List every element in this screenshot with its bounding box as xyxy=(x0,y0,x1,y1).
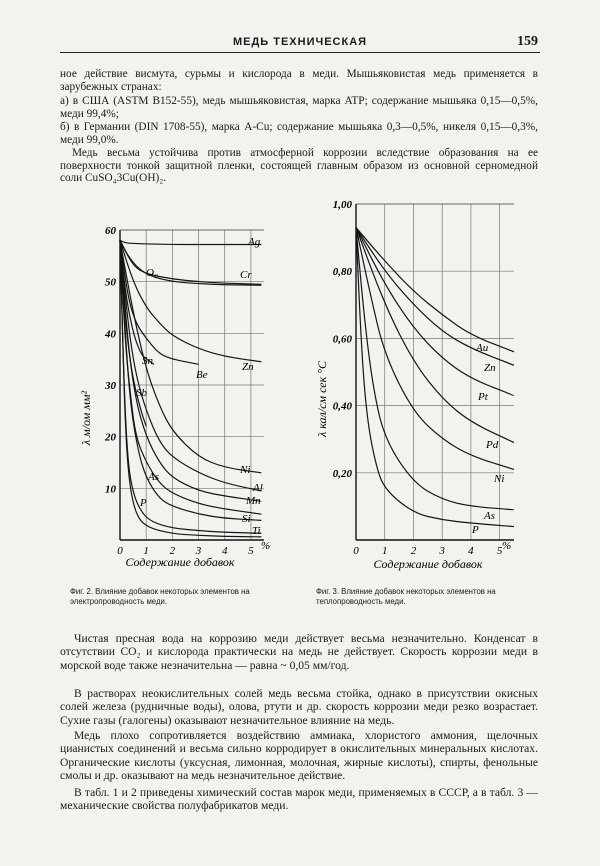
series-label: P xyxy=(140,497,147,509)
running-header xyxy=(60,34,540,53)
series-label: As xyxy=(148,471,159,483)
series-label: Cr xyxy=(240,269,252,281)
x-tick-label: 3 xyxy=(195,545,202,557)
y-tick-label: 10 xyxy=(105,483,116,496)
x-tick-label: 0 xyxy=(117,545,123,557)
y-tick-label: 20 xyxy=(105,431,116,444)
x-tick-label: 4 xyxy=(468,545,474,557)
series-line-zn xyxy=(356,228,514,366)
y-tick-label: 0,80 xyxy=(332,266,352,279)
paragraph: Медь плохо сопротивляется воздействию аммиака, хлористого аммония, щелочных цианистых соединений и весьма сильно корродирует в окислительных минеральных кислотах. Органические кислоты (уксусная, лимонная, молочная, жирные кислоты), спирты, фенольные смолы и др. оказывают на медь незначительное действие. xyxy=(60,729,538,782)
series-label: Sb xyxy=(136,387,147,399)
paragraph: Медь весьма устойчива против атмосферной коррозии вследствие образования на ее поверхности тонкой защитной пленки, состоящей главным образом из основной серномедной соли CuSO₄3Cu(OH)₂. xyxy=(60,147,538,184)
series-label: Si xyxy=(242,513,251,525)
figure-2-caption: Фиг. 2. Влияние добавок некоторых элементов на электропроводность меди. xyxy=(70,587,250,606)
paragraph: В табл. 1 и 2 приведены химический состав марок меди, применяемых в СССР, а в табл. 3 — механические свойства полуфабрикатов меди. xyxy=(60,786,538,813)
y-tick-label: 30 xyxy=(105,380,116,392)
x-axis-label: Содержание добавок xyxy=(125,555,235,569)
series-lines xyxy=(356,228,514,527)
page-number: 159 xyxy=(517,34,538,49)
series-label: Ni xyxy=(240,464,251,476)
series-line-zn xyxy=(120,240,261,361)
x-tick-label: 3 xyxy=(439,545,445,557)
paragraph: В растворах неокислительных солей медь весьма стойка, однако в присутствии окисных солей железа (рудничные воды), олова, ртути и др. скорость коррозии меди резко возрастает. Сухие газы (галогены) оказывают незначительное влияние на медь. xyxy=(60,687,538,727)
series-label: O₂ xyxy=(146,267,158,279)
y-tick-label: 0,20 xyxy=(332,467,352,480)
paragraph: Чистая пресная вода на коррозию меди действует весьма незначительно. Конденсат в отсутствии CO₂ и кислорода практически на медь не действует. Скорость коррозии меди в морской воде также незначительна — равна ~ 0,05 мм/год. xyxy=(60,632,538,672)
paragraph: ное действие висмута, сурьмы и кислорода в меди. Мышьяковистая медь применяется в зарубежных странах: xyxy=(60,68,538,93)
series-line-si xyxy=(120,240,261,520)
x-tick-label: 0 xyxy=(353,545,359,557)
paragraph: а) в США (ASTM B152-55), медь мышьяковистая, марка ATP; содержание мышьяка 0,15—0,5%, меди 99,4%; xyxy=(60,95,538,120)
x-tick-label: 2 xyxy=(169,545,176,557)
series-label: Ag xyxy=(248,236,261,248)
y-tick-label: 50 xyxy=(105,276,116,289)
series-label: Ti xyxy=(252,525,261,537)
x-tick-label: 4 xyxy=(221,545,228,557)
y-tick-label: 40 xyxy=(105,328,116,341)
series-label: As xyxy=(484,510,495,522)
y-axis-label: λ м/ом мм² xyxy=(79,390,93,446)
running-title: МЕДЬ ТЕХНИЧЕСКАЯ xyxy=(232,36,368,48)
series-label: Al xyxy=(253,482,263,494)
y-axis-label: λ кал/см сек °С xyxy=(315,361,329,437)
series-label: Pd xyxy=(486,439,499,451)
series-label: Ni xyxy=(494,473,505,485)
x-axis-unit: % xyxy=(502,540,512,552)
x-tick-label: 1 xyxy=(143,545,149,557)
series-line-ag xyxy=(120,240,261,244)
x-axis-label: Содержание добавок xyxy=(373,557,483,571)
series-line-p xyxy=(356,228,514,527)
series-label: Zn xyxy=(484,362,496,374)
x-tick-label: 2 xyxy=(410,545,417,557)
series-label: Be xyxy=(196,369,208,381)
x-axis-unit: % xyxy=(261,540,271,552)
y-tick-label: 0,60 xyxy=(332,333,352,346)
x-tick-label: 1 xyxy=(381,545,388,557)
series-label: Pt xyxy=(478,391,488,403)
series-label: P xyxy=(472,524,479,536)
figure-2-chart xyxy=(68,218,280,580)
series-label: Au xyxy=(476,342,489,354)
series-label: Sn xyxy=(142,355,153,367)
y-tick-label: 60 xyxy=(105,225,116,237)
series-label: Zn xyxy=(242,361,254,373)
x-tick-label: 5 xyxy=(248,545,254,557)
figure-3-caption: Фиг. 3. Влияние добавок некоторых элементов на теплопроводность меди. xyxy=(316,587,496,606)
paragraph: б) в Германии (DIN 1708-55), марка A-Cu; содержание мышьяка 0,3—0,5%, никеля 0,15—0,3%, меди 99,0%. xyxy=(60,121,538,146)
y-tick-label: 1,00 xyxy=(332,199,352,211)
figure-3-chart xyxy=(310,194,535,584)
y-tick-label: 0,40 xyxy=(332,400,352,413)
x-tick-label: 5 xyxy=(496,545,503,557)
series-label: Mn xyxy=(246,495,261,507)
